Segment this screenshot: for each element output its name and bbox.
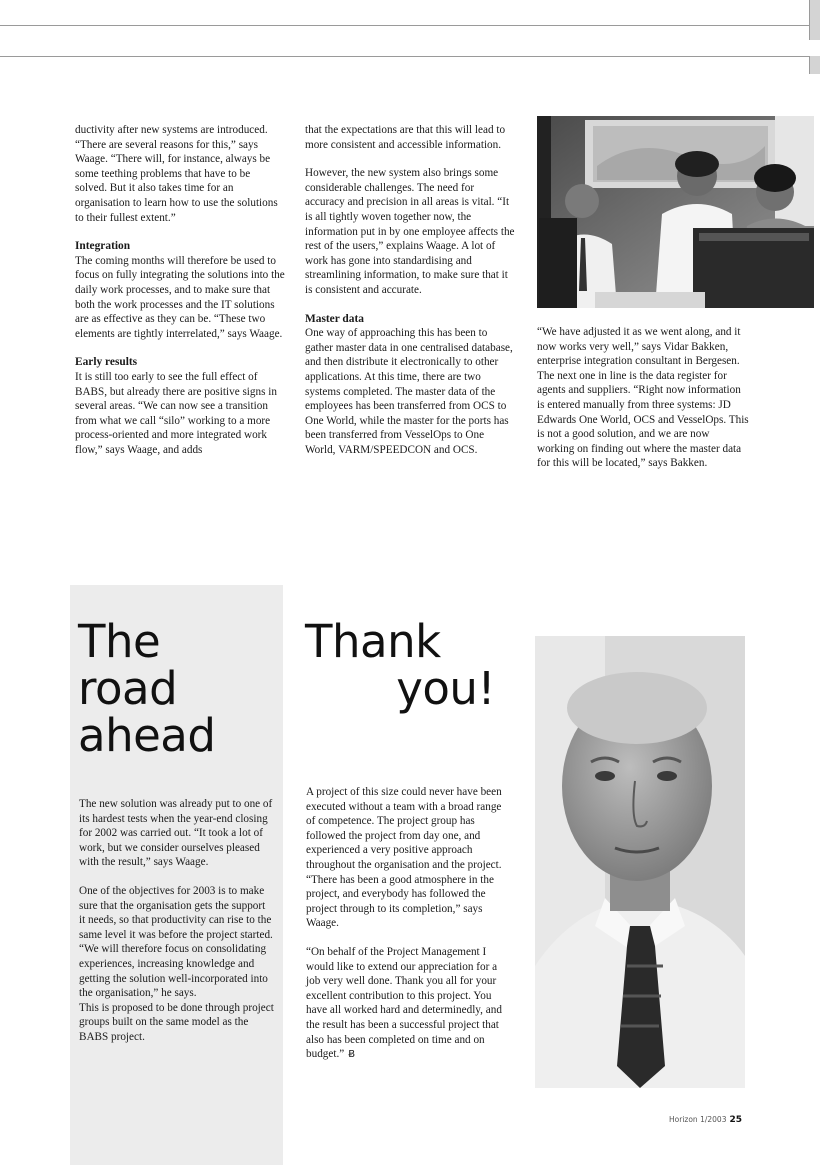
portrait-illustration: [535, 636, 745, 1088]
road-ahead-title-line-2: road: [78, 662, 178, 715]
thank-you-paragraph-2-text: “On behalf of the Project Management I would like to extend our appreciation for a job very well done. Thank you all for your excellent contribution to this project. You have all worked hard and determinedly, and the result has been a successful project that also has been completed on time and on budget.”: [306, 945, 502, 1061]
early-results-heading: Early results: [75, 356, 138, 369]
thank-you-paragraph-1: A project of this size could never have been executed without a team with a broad range of competence. The project group has followed the project from day one, and experienced a very positive approach throughout the organisation and the project. “There has been a good atmosphere in the project, and everybody has followed the project through to its completion,” says Waage.: [306, 786, 502, 930]
thank-you-body: [306, 785, 502, 1077]
early-results-text: It is still too early to see the full effect of BABS, but already there are positive signs in several areas. “We can now see a transition from what we call “silo” working to a more process-oriented and more integrated work flow,” says Waage, and adds: [75, 370, 277, 456]
thank-you-title-line-2: you!: [396, 662, 495, 715]
column-3: [537, 325, 749, 485]
road-ahead-paragraph-1: The new solution was already put to one of its hardest tests when the year-end closing for 2002 was carried out. “It took a lot of work, but we consider ourselves pleased with the result,” says Waage.: [79, 798, 273, 869]
end-of-article-mark: Ƀ: [348, 1049, 356, 1061]
column-3-paragraph-1: “We have adjusted it as we went along, and it now works very well,” says Vidar Bakken, enterprise integration consultant in Bergesen. The next one in line is the data register for agents and suppliers. “Right now information is entered manually from three systems: JD Edwards One World, OCS and VesselOps. This is not a good solution, and we are now working on finding out where the master data for this will be located,” says Bakken.: [537, 326, 749, 470]
road-ahead-body: [79, 797, 274, 1059]
road-ahead-title: [78, 615, 216, 762]
road-ahead-paragraph-3: This is proposed to be done through project groups built on the same model as the BABS project.: [79, 1001, 274, 1043]
edge-tab-top: [809, 0, 820, 40]
office-team-photo: [537, 116, 814, 308]
master-data-heading: Master data: [305, 312, 364, 325]
thank-you-title-line-1: Thank: [305, 615, 441, 668]
edge-tab-middle: [809, 56, 820, 74]
page-number: 25: [729, 1115, 742, 1125]
integration-text: The coming months will therefore be used to focus on fully integrating the solutions into the daily work processes, and to make sure that both the work processes and the IT solutions are as effective as they can be. “These two elements are tightly interrelated,” says Waage.: [75, 254, 285, 340]
column-2-paragraph-1: that the expectations are that this will lead to more consistent and accessible information.: [305, 124, 506, 151]
column-1: [75, 123, 285, 471]
road-ahead-title-line-1: The: [78, 615, 161, 668]
road-ahead-paragraph-2: One of the objectives for 2003 is to make sure that the organisation gets the support it needs, so that productivity can rise to the same level it was before the project started. “We will therefore focus on consolidating experiences, increasing knowledge and getting the solution well-incorporated into the organisation,” he says.: [79, 884, 273, 1000]
master-data-text: One way of approaching this has been to gather master data in one centralised database, and then distribute it electronically to other applications. At this time, there are two systems completed. The master data of the employees has been transferred from OCS to One World, while the master for the ports has been transferred from VesselOps to One World, VARM/SPEEDCON and OCS.: [305, 327, 513, 456]
thank-you-title: [305, 615, 495, 715]
portrait-photo: [535, 636, 745, 1088]
column-2: [305, 123, 515, 471]
top-rule-2: [0, 56, 810, 57]
thank-you-paragraph-2: [306, 945, 502, 1063]
publication-name: Horizon 1/2003: [669, 1115, 727, 1124]
page-footer: [669, 1115, 742, 1125]
column-1-intro: ductivity after new systems are introduced. “There are several reasons for this,” says Waage. “There will, for instance, always be some teething problems that have to be solved. But it also takes time for an organisation to learn how to use the solutions to their fullest extent.”: [75, 124, 278, 224]
road-ahead-title-line-3: ahead: [78, 709, 216, 762]
top-rule-1: [0, 25, 810, 26]
column-2-paragraph-2: However, the new system also brings some considerable challenges. The need for accuracy and precision in all areas is vital. “It is all tightly woven together now, the information put in by one employee affects the rest of the users,” explains Waage. A lot of work has gone into standardising and streamlining information, to make sure that it is consistent and accurate.: [305, 167, 515, 296]
integration-heading: Integration: [75, 240, 131, 253]
office-team-illustration: [537, 116, 814, 308]
